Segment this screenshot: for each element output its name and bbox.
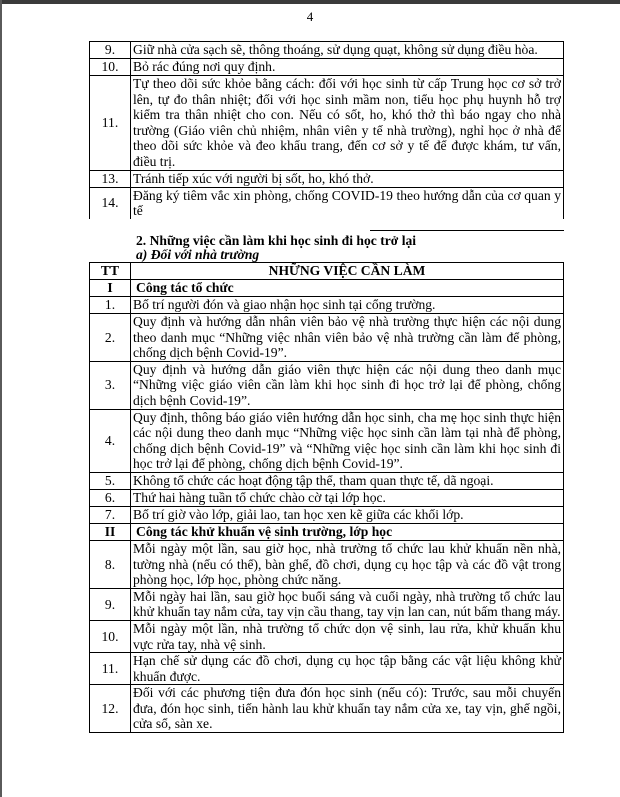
row-number: 11.: [90, 653, 131, 685]
table-row: [90, 506, 564, 523]
section-title: Công tác khử khuẩn vệ sinh trường, lớp học: [131, 523, 564, 540]
row-number: 1.: [90, 297, 131, 314]
school-tasks-table: [89, 262, 564, 733]
row-number: 4.: [90, 409, 131, 472]
row-number: 10.: [90, 620, 131, 652]
row-number: 5.: [90, 472, 131, 489]
table-row: [90, 76, 564, 171]
section-heading: 2. Những việc cần làm khi học sinh đi học trở lại: [136, 233, 417, 248]
row-number: 11.: [90, 76, 131, 171]
row-text: Đối với các phương tiện đưa đón học sinh (nếu có): Trước, sau mỗi chuyến đưa, đón học sinh, tiến hành lau khử khuẩn tay nắm cửa xe, tay vịn, ghế ngồi, cửa sổ, sàn xe.: [131, 685, 564, 733]
row-number: 12.: [90, 685, 131, 733]
row-number: 6.: [90, 489, 131, 506]
row-text: Giữ nhà cửa sạch sẽ, thông thoáng, sử dụng quạt, không sử dụng điều hòa.: [131, 42, 564, 59]
row-text: Hạn chế sử dụng các đồ chơi, dụng cụ học tập bằng các vật liệu không khử khuẩn được.: [131, 653, 564, 685]
row-text: Quy định và hướng dẫn giáo viên thực hiện các nội dung theo danh mục “Những việc giáo viên cần làm khi học sinh đi học trở lại để phòng, chống dịch bệnh Covid-19”.: [131, 361, 564, 409]
window-left-border: [0, 0, 2, 797]
table-row: [90, 314, 564, 362]
row-number: 13.: [90, 170, 131, 187]
section-number: II: [90, 523, 131, 540]
table-row: [90, 409, 564, 472]
row-number: 3.: [90, 361, 131, 409]
section-number: I: [90, 280, 131, 297]
table-row: [90, 620, 564, 652]
header-tt: TT: [90, 263, 131, 280]
row-text: Mỗi ngày hai lần, sau giờ học buổi sáng và cuối ngày, nhà trường tổ chức lau khử khuẩn tay nắm cửa, tay vịn cầu thang, tay vịn lan can, nút bấm thang máy.: [131, 588, 564, 620]
row-text: Quy định và hướng dẫn nhân viên bảo vệ nhà trường thực hiện các nội dung theo danh mục “Những việc nhân viên bảo vệ nhà trường cần làm để phòng, chống dịch bệnh Covid-19”.: [131, 314, 564, 362]
window-top-border: [0, 0, 620, 4]
section-row: [90, 523, 564, 540]
row-number: 9.: [90, 42, 131, 59]
table-row: [90, 653, 564, 685]
row-text: Không tổ chức các hoạt động tập thể, tham quan thực tế, dã ngoại.: [131, 472, 564, 489]
table-row: [90, 588, 564, 620]
row-text: Mỗi ngày một lần, sau giờ học, nhà trường tổ chức lau khử khuẩn nền nhà, tường nhà (nếu có thể), bàn ghế, đồ chơi, dụng cụ học tập và các đồ vật trong phòng học, lớp học, phòng chức năng.: [131, 540, 564, 588]
student-home-tasks-table: [89, 41, 564, 219]
table-row: [90, 540, 564, 588]
row-text: Thứ hai hàng tuần tổ chức chào cờ tại lớp học.: [131, 489, 564, 506]
table-row: [90, 187, 564, 219]
row-number: 2.: [90, 314, 131, 362]
row-text: Bỏ rác đúng nơi quy định.: [131, 59, 564, 76]
row-text: Bố trí giờ vào lớp, giải lao, tan học xen kẽ giữa các khối lớp.: [131, 506, 564, 523]
row-text: Mỗi ngày một lần, nhà trường tổ chức dọn vệ sinh, lau rửa, khử khuẩn khu vực rửa tay, nhà vệ sinh.: [131, 620, 564, 652]
row-number: 10.: [90, 59, 131, 76]
table-border-fragment: [370, 230, 564, 231]
table-header-row: [90, 263, 564, 280]
section-row: [90, 280, 564, 297]
row-text: Tránh tiếp xúc với người bị sốt, ho, khó thở.: [131, 170, 564, 187]
table-row: [90, 472, 564, 489]
row-text: Đăng ký tiêm vắc xin phòng, chống COVID-19 theo hướng dẫn của cơ quan y tế: [131, 187, 564, 219]
row-number: 14.: [90, 187, 131, 219]
header-tasks: NHỮNG VIỆC CẦN LÀM: [131, 263, 564, 280]
table-row: [90, 42, 564, 59]
row-number: 8.: [90, 540, 131, 588]
table-row: [90, 361, 564, 409]
row-text: Bố trí người đón và giao nhận học sinh tại cổng trường.: [131, 297, 564, 314]
page-number: 4: [306, 9, 314, 24]
row-text: Tự theo dõi sức khỏe bằng cách: đối với học sinh từ cấp Trung học cơ sở trở lên, tự đo thân nhiệt; đối với học sinh mầm non, tiểu học phụ huynh hỗ trợ kiểm tra thân nhiệt cho con. Nếu có sốt, ho, khó thở thì báo ngay cho nhà trường (Giáo viên chủ nhiệm, nhân viên y tế nhà trường), nghỉ học ở nhà để theo dõi sức khỏe và đeo khẩu trang, đến cơ sở y tế để được khám, tư vấn, điều trị.: [131, 76, 564, 171]
table-row: [90, 170, 564, 187]
table-row: [90, 685, 564, 733]
section-subheading: a) Đối với nhà trường: [136, 247, 260, 262]
table-row: [90, 489, 564, 506]
table-row: [90, 297, 564, 314]
row-number: 7.: [90, 506, 131, 523]
table-row: [90, 59, 564, 76]
row-number: 9.: [90, 588, 131, 620]
row-text: Quy định, thông báo giáo viên hướng dẫn học sinh, cha mẹ học sinh thực hiện các nội dung theo danh mục “Những việc học sinh cần làm tại nhà để phòng, chống dịch bệnh Covid-19” và “Những việc học sinh cần làm khi học sinh đi học trở lại để phòng, chống dịch bệnh Covid-19”.: [131, 409, 564, 472]
section-title: Công tác tổ chức: [131, 280, 564, 297]
